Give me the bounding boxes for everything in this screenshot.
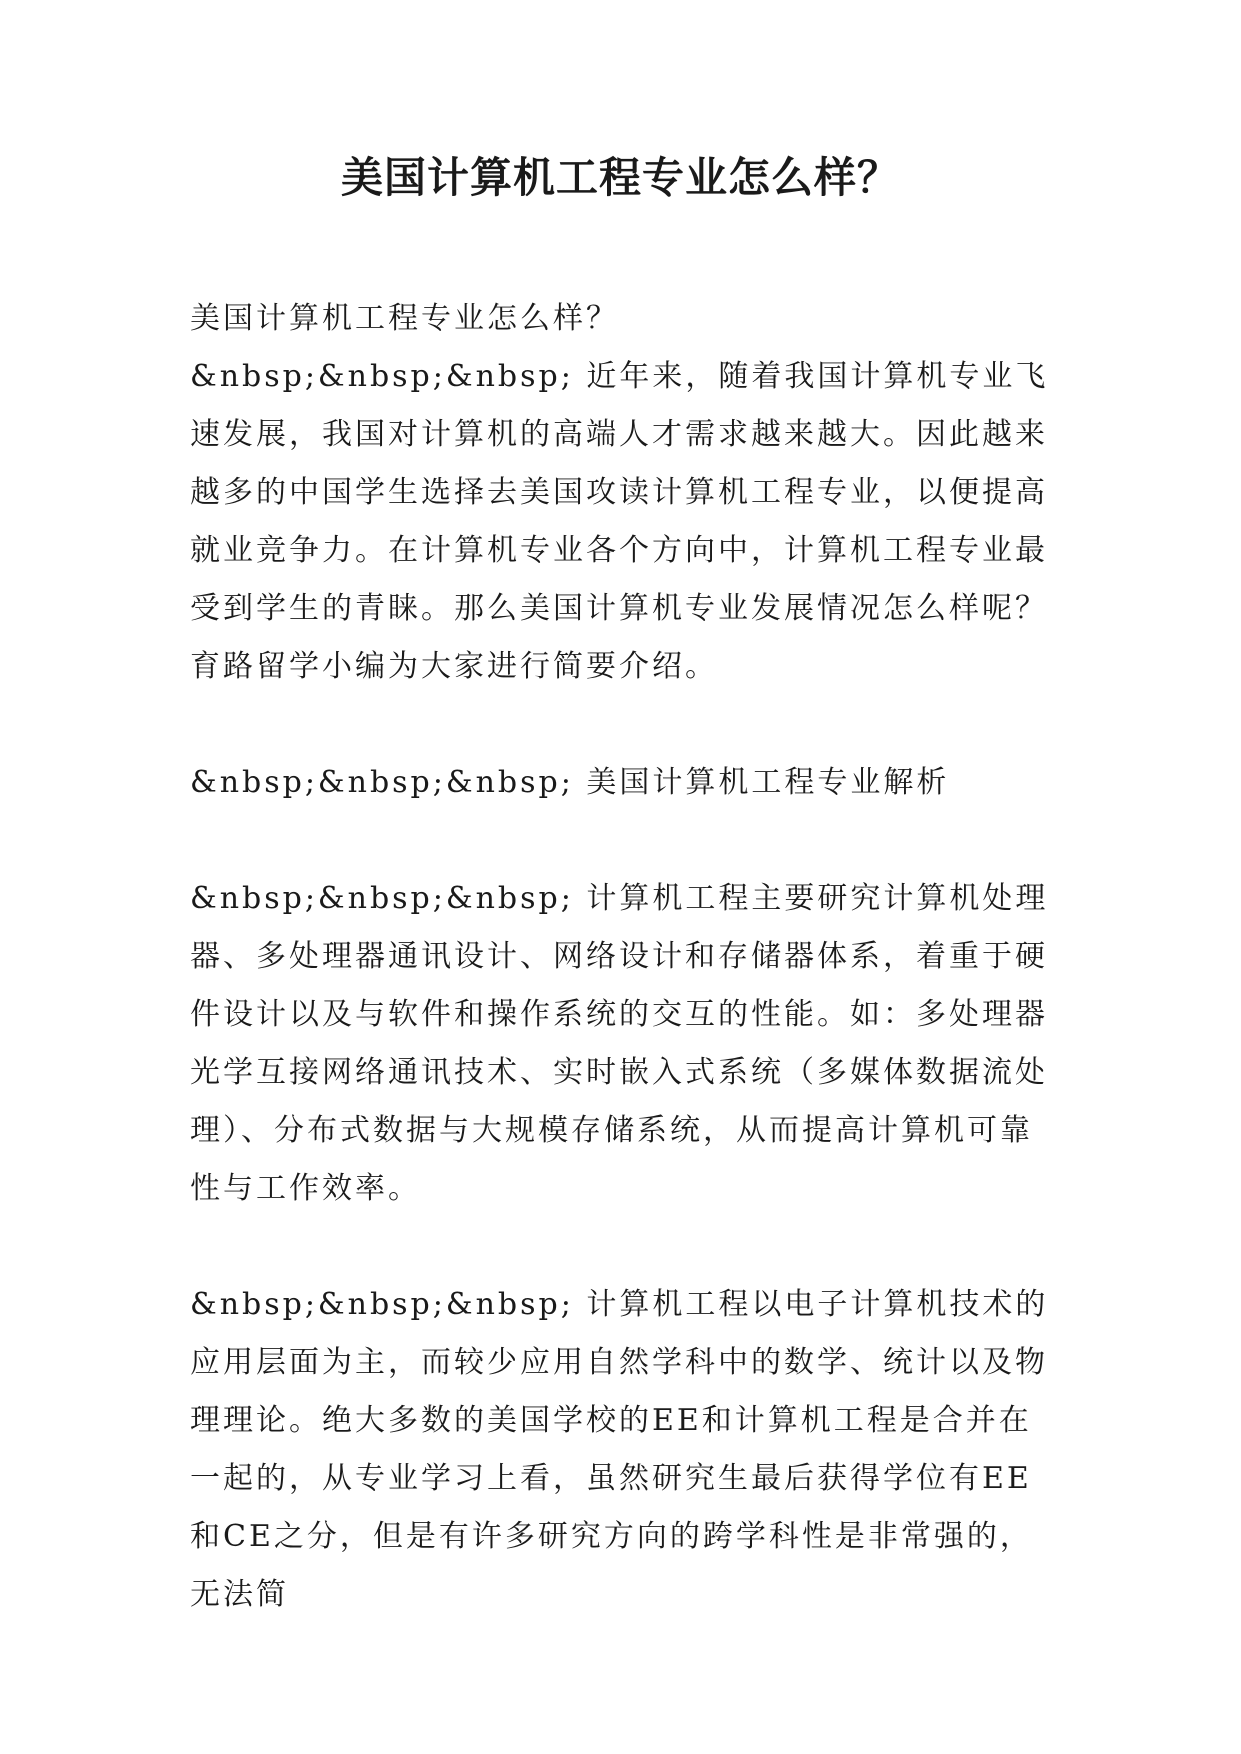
paragraph-gap xyxy=(190,1218,1060,1276)
paragraph-research-focus: &nbsp;&nbsp;&nbsp; 计算机工程主要研究计算机处理器、多处理器通讯设计、网络设计和存储器体系，着重于硬件设计以及与软件和操作系统的交互的性能。如：多处理器光学互接网络通讯技术、实时嵌入式系统（多媒体数据流处理）、分布式数据与大规模存储系统，从而提高计算机可靠性与工作效率。 xyxy=(190,881,1049,1206)
paragraph-gap xyxy=(190,696,1060,754)
paragraph-section-heading: &nbsp;&nbsp;&nbsp; 美国计算机工程专业解析 xyxy=(190,765,950,800)
paragraph-intro: &nbsp;&nbsp;&nbsp; 近年来，随着我国计算机专业飞速发展，我国对计算机的高端人才需求越来越大。因此越来越多的中国学生选择去美国攻读计算机工程专业，以便提高就业竞争力。在计算机专业各个方向中，计算机工程专业最受到学生的青睐。那么美国计算机专业发展情况怎么样呢？育路留学小编为大家进行简要介绍。 xyxy=(190,359,1049,684)
document-body xyxy=(190,290,1060,1624)
paragraph-application-focus: &nbsp;&nbsp;&nbsp; 计算机工程以电子计算机技术的应用层面为主，而较少应用自然学科中的数学、统计以及物理理论。绝大多数的美国学校的EE和计算机工程是合并在一起的，从专业学习上看，虽然研究生最后获得学位有EE和CE之分，但是有许多研究方向的跨学科性是非常强的，无法简 xyxy=(190,1287,1049,1612)
paragraph-heading-repeat: 美国计算机工程专业怎么样？ xyxy=(190,301,619,336)
paragraph-gap xyxy=(190,812,1060,870)
document-title: 美国计算机工程专业怎么样？ xyxy=(340,153,900,202)
